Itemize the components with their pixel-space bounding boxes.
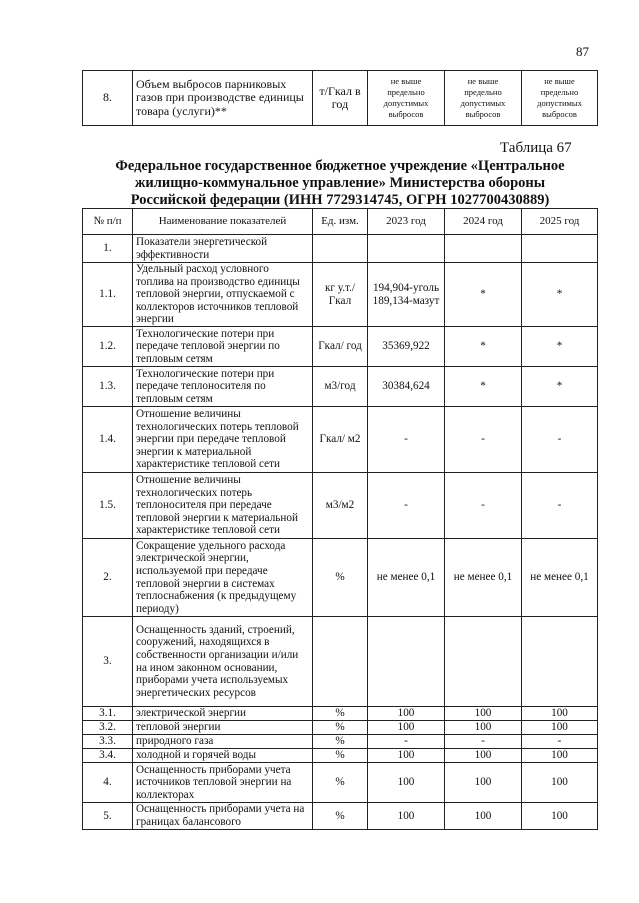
value-2025: 100: [522, 749, 598, 763]
table-row: [83, 367, 598, 407]
table-row: [83, 407, 598, 473]
value-2025: -: [522, 735, 598, 749]
value-2024: [445, 617, 522, 707]
unit-cell: %: [313, 735, 368, 749]
value-2024: не менее 0,1: [445, 539, 522, 617]
unit-cell: %: [313, 539, 368, 617]
value-2025: 100: [522, 803, 598, 830]
table-row: [83, 617, 598, 707]
page-number: 87: [576, 44, 589, 59]
value-2025: *: [522, 327, 598, 367]
row-number: 1.2.: [83, 327, 133, 367]
indicator-name: Оснащенность зданий, строений, сооружений, находящихся в собственности организации и/или на ином законном основании, приборами учета используемых энергетических ресурсов: [133, 617, 313, 707]
value-2024: [445, 235, 522, 263]
unit-cell: %: [313, 707, 368, 721]
indicator-name: Отношение величины технологических потерь тепловой энергии при передаче тепловой энергии к материальной характеристике тепловой сети: [133, 407, 313, 473]
table-row: [83, 235, 598, 263]
row-number: 1.5.: [83, 473, 133, 539]
header-unit: Ед. изм.: [313, 209, 368, 235]
value-2023: [368, 617, 445, 707]
row-number: 3.3.: [83, 735, 133, 749]
value-2025: *: [522, 367, 598, 407]
table-row: [83, 735, 598, 749]
indicator-name: природного газа: [133, 735, 313, 749]
value-2024: -: [445, 735, 522, 749]
value-2024: 100: [445, 721, 522, 735]
value-2024: *: [445, 367, 522, 407]
indicators-table: [82, 208, 598, 830]
value-2025: -: [522, 407, 598, 473]
indicator-name: Объем выбросов парниковых газов при производстве единицы товара (услуги)**: [133, 71, 313, 126]
header-2023: 2023 год: [368, 209, 445, 235]
value-2025: 100: [522, 721, 598, 735]
header-2025: 2025 год: [522, 209, 598, 235]
indicator-name: Оснащенность приборами учета на границах балансового: [133, 803, 313, 830]
indicator-name: Показатели энергетической эффективности: [133, 235, 313, 263]
indicator-name: Удельный расход условного топлива на производство единицы тепловой энергии, отпускаемой с коллекторов источников тепловой энергии: [133, 263, 313, 327]
indicator-name: Отношение величины технологических потерь теплоносителя при передаче тепловой энергии к материальной характеристике тепловой сети: [133, 473, 313, 539]
unit-cell: т/Гкал в год: [313, 71, 368, 126]
table-title: Федеральное государственное бюджетное учреждение «Центральное жилищно-коммунальное управление» Министерства обороны Российской федерации (ИНН 7729314745, ОГРН 1027700430889): [115, 158, 565, 208]
value-2024: -: [445, 473, 522, 539]
indicator-name: Сокращение удельного расхода электрической энергии, используемой при передаче тепловой энергии в системах теплоснабжения (к предыдущему периоду): [133, 539, 313, 617]
unit-cell: кг у.т./ Гкал: [313, 263, 368, 327]
value-2024: 100: [445, 707, 522, 721]
row-number: 3.: [83, 617, 133, 707]
row-number: 8.: [83, 71, 133, 126]
table-row: [83, 539, 598, 617]
value-2024: 100: [445, 803, 522, 830]
value-2023: 100: [368, 763, 445, 803]
value-2023: -: [368, 473, 445, 539]
value-2023: 100: [368, 749, 445, 763]
table-row: [83, 803, 598, 830]
value-2023: 30384,624: [368, 367, 445, 407]
value-2025: [522, 617, 598, 707]
value-2025: не выше предельно допустимых выбросов: [522, 71, 598, 126]
unit-cell: %: [313, 749, 368, 763]
row-number: 5.: [83, 803, 133, 830]
indicator-name: электрической энергии: [133, 707, 313, 721]
value-2023: 35369,922: [368, 327, 445, 367]
row-number: 1.1.: [83, 263, 133, 327]
unit-cell: %: [313, 763, 368, 803]
unit-cell: %: [313, 721, 368, 735]
value-2025: 100: [522, 707, 598, 721]
unit-cell: Гкал/ м2: [313, 407, 368, 473]
indicator-name: Технологические потери при передаче тепловой энергии по тепловым сетям: [133, 327, 313, 367]
value-2023: не менее 0,1: [368, 539, 445, 617]
table-row: [83, 707, 598, 721]
row-number: 4.: [83, 763, 133, 803]
value-2025: 100: [522, 763, 598, 803]
unit-cell: м3/м2: [313, 473, 368, 539]
header-num: № п/п: [83, 209, 133, 235]
row-number: 1.: [83, 235, 133, 263]
row-number: 3.1.: [83, 707, 133, 721]
value-2025: не менее 0,1: [522, 539, 598, 617]
value-2024: не выше предельно допустимых выбросов: [445, 71, 522, 126]
value-2025: *: [522, 263, 598, 327]
table-row: [83, 749, 598, 763]
row-number: 3.2.: [83, 721, 133, 735]
indicator-name: Технологические потери при передаче теплоносителя по тепловым сетям: [133, 367, 313, 407]
table-header-row: [83, 209, 598, 235]
table-row: [83, 327, 598, 367]
value-2023: 100: [368, 721, 445, 735]
value-2024: *: [445, 327, 522, 367]
value-2023: 100: [368, 707, 445, 721]
value-2023: не выше предельно допустимых выбросов: [368, 71, 445, 126]
value-2024: *: [445, 263, 522, 327]
value-2024: 100: [445, 749, 522, 763]
table-row: [83, 263, 598, 327]
value-2024: -: [445, 407, 522, 473]
value-2023: -: [368, 735, 445, 749]
row-number: 1.3.: [83, 367, 133, 407]
value-2023: [368, 235, 445, 263]
table-caption: Таблица 67: [500, 140, 572, 156]
header-name: Наименование показателей: [133, 209, 313, 235]
table-row: [83, 763, 598, 803]
table-row: [83, 721, 598, 735]
table-row: [83, 71, 598, 126]
row-number: 1.4.: [83, 407, 133, 473]
unit-cell: %: [313, 803, 368, 830]
unit-cell: [313, 235, 368, 263]
value-2023: 100: [368, 803, 445, 830]
indicator-name: холодной и горячей воды: [133, 749, 313, 763]
unit-cell: Гкал/ год: [313, 327, 368, 367]
top-table: [82, 70, 598, 126]
indicator-name: тепловой энергии: [133, 721, 313, 735]
value-2023: -: [368, 407, 445, 473]
row-number: 2.: [83, 539, 133, 617]
value-2025: -: [522, 473, 598, 539]
value-2024: 100: [445, 763, 522, 803]
value-2025: [522, 235, 598, 263]
value-2023: 194,904-уголь 189,134-мазут: [368, 263, 445, 327]
unit-cell: м3/год: [313, 367, 368, 407]
table-row: [83, 473, 598, 539]
row-number: 3.4.: [83, 749, 133, 763]
unit-cell: [313, 617, 368, 707]
indicator-name: Оснащенность приборами учета источников тепловой энергии на коллекторах: [133, 763, 313, 803]
header-2024: 2024 год: [445, 209, 522, 235]
